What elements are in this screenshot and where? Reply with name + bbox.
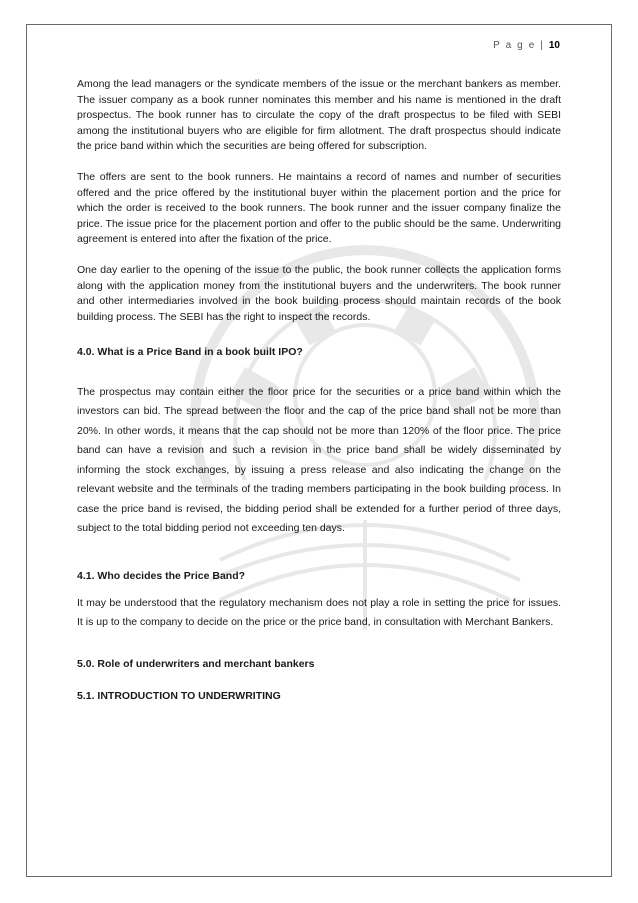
section-heading-underwriters-role: 5.0. Role of underwriters and merchant bankers	[77, 657, 315, 670]
page-label: P a g e	[493, 40, 536, 51]
section-heading-underwriting-intro: 5.1. INTRODUCTION TO UNDERWRITING	[77, 690, 281, 703]
paragraph-who-decides: It may be understood that the regulatory mechanism does not play a role in setting the price for issues. It is up to the company to decide on the price or the price band, in consultation with Merchant Bankers.	[77, 596, 561, 628]
page-separator: |	[540, 40, 545, 51]
section-heading-price-band: 4.0. What is a Price Band in a book built IPO?	[77, 346, 303, 359]
paragraph-book-runner-nomination: Among the lead managers or the syndicate members of the issue or the merchant bankers as member. The issuer company as a book runner nominates this member and his name is mentioned in the draft prospectus. The book runner has to circulate the copy of the draft prospectus to be filed with SEBI among the institutional buyers who are eligible for firm allotment. The draft prospectus should indicate the price band within which the securities are being offered for subscription.	[77, 78, 561, 153]
section-heading-who-decides: 4.1. Who decides the Price Band?	[77, 569, 246, 582]
paragraph-offers-book-runners: The offers are sent to the book runners. He maintains a record of names and number of securities offered and the price offered by the institutional buyer within the placement portion and the price for which the order is received to the book runners. The book runner and the issuer company finalize the price. The issue price for the placement portion and offer to the public should be the same. Underwriting agreement is entered into after the fixation of the price.	[77, 170, 561, 246]
page-header	[493, 40, 560, 51]
document-body	[77, 77, 561, 705]
paragraph-application-collection: One day earlier to the opening of the issue to the public, the book runner collects the application forms along with the application money from the institutional buyers and the underwriters. The book runner and other intermediaries involved in the book building process should maintain records of the book building process. The SEBI has the right to inspect the records.	[77, 263, 561, 323]
page-number: 10	[548, 40, 560, 51]
paragraph-price-band: The prospectus may contain either the floor price for the securities or a price band within which the investors can bid. The spread between the floor and the cap of the price band shall not be more than 20%. In other words, it means that the cap should not be more than 120% of the floor price. The price band can have a revision and such a revision in the price band shall be widely disseminated by informing the stock exchanges, by issuing a press release and also indicating the change on the relevant website and the terminals of the trading members participating in the book building process. In case the price band is revised, the bidding period shall be extended for a further period of three days, subject to the total bidding period not exceeding ten days.	[77, 385, 561, 535]
